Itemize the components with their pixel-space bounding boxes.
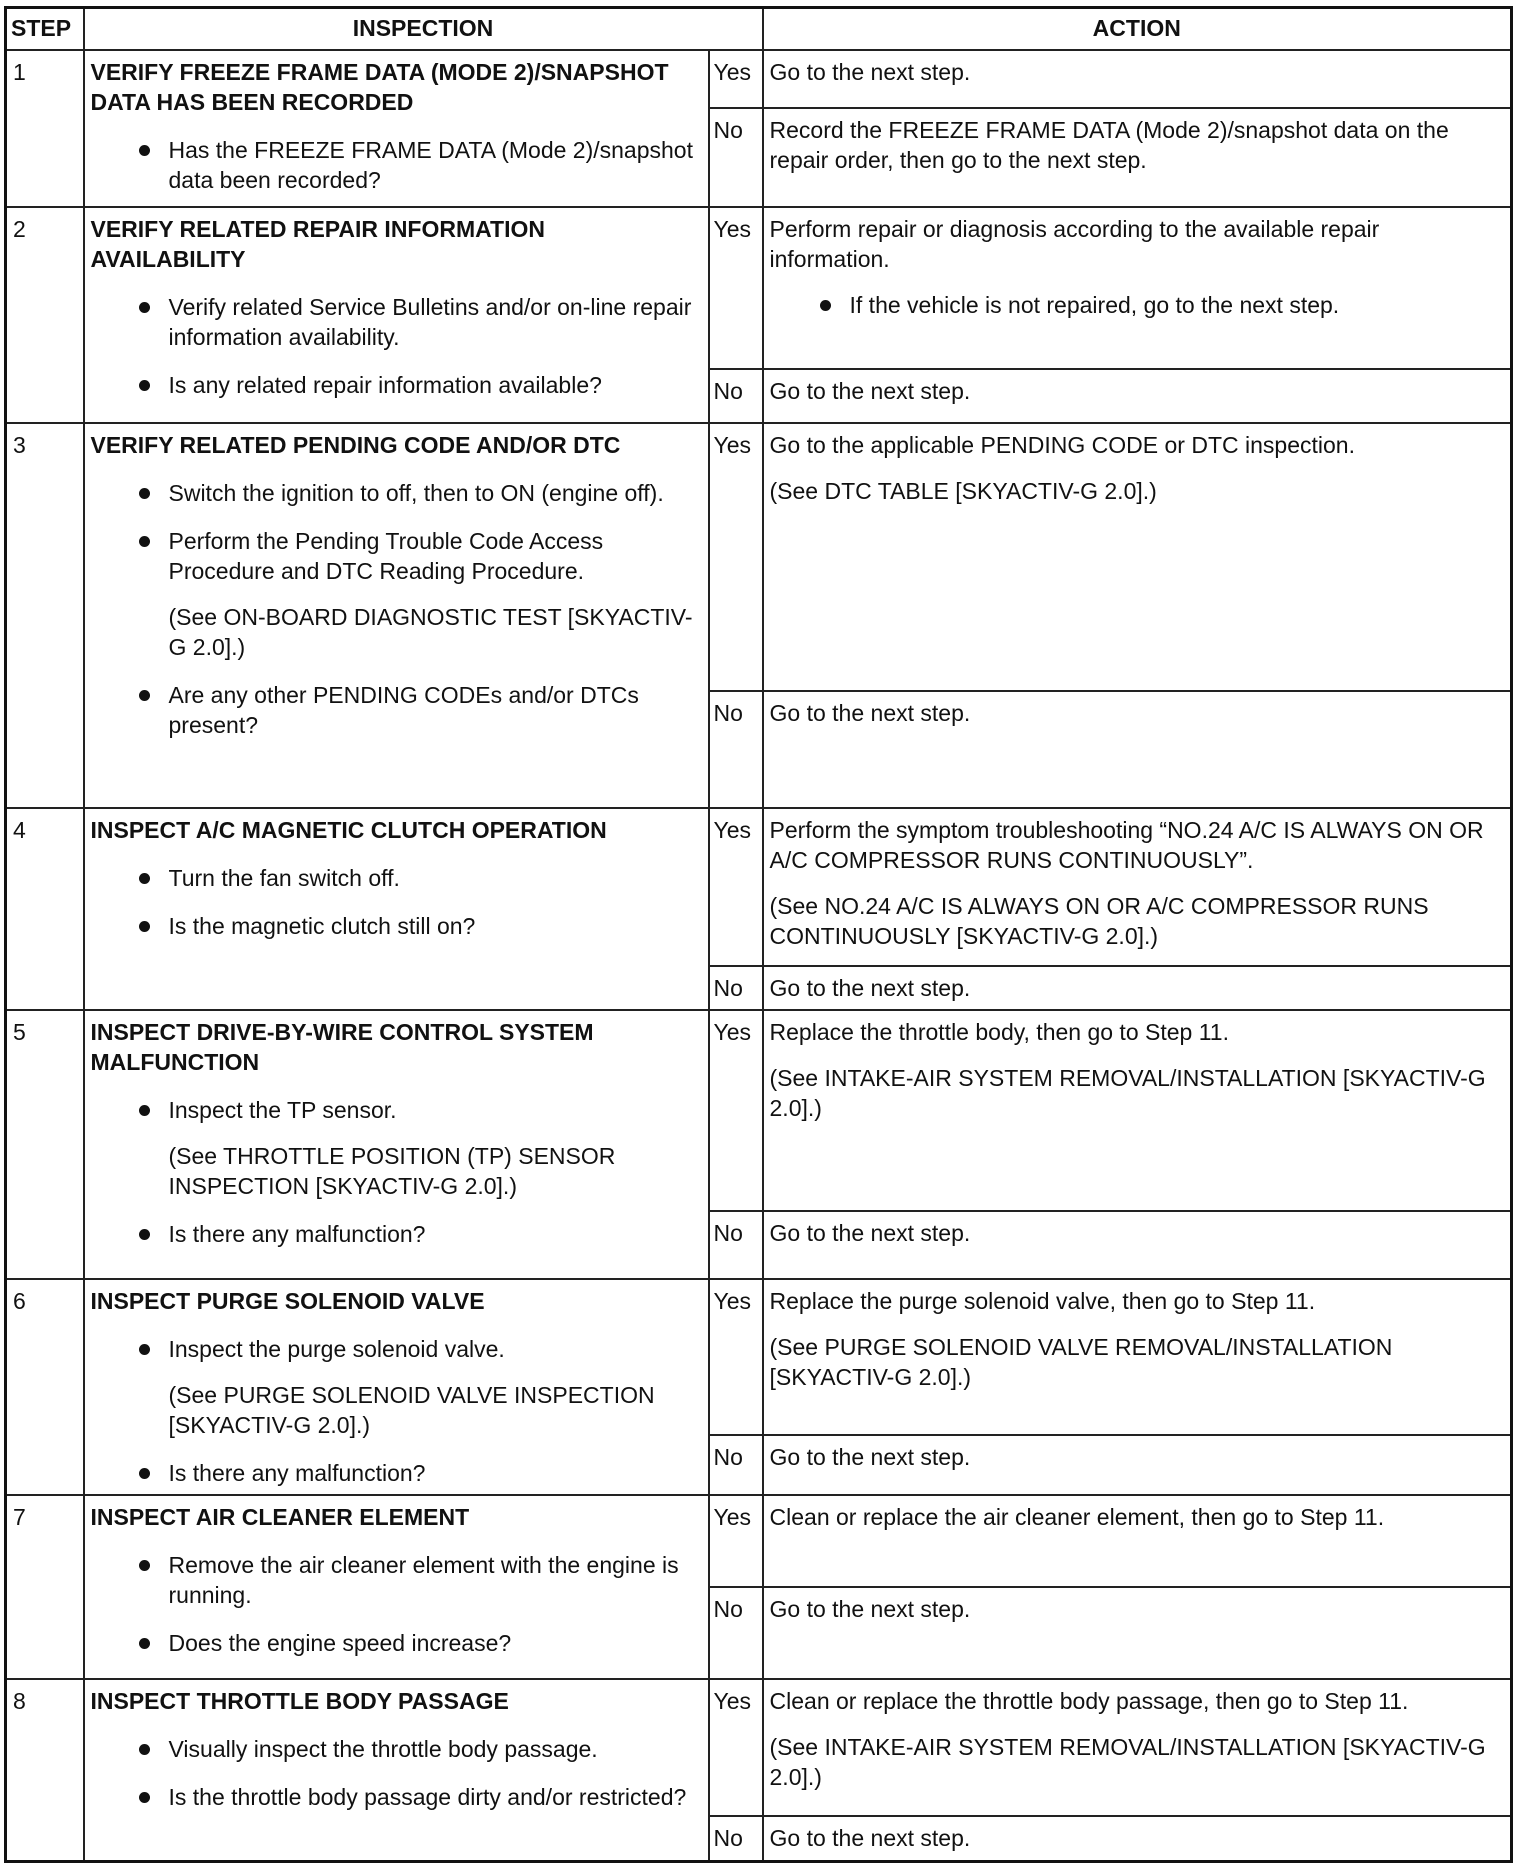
inspection-title: INSPECT PURGE SOLENOID VALVE bbox=[90, 1288, 485, 1314]
yes-action bbox=[763, 423, 1512, 691]
no-action bbox=[763, 966, 1512, 1010]
inspection-bullet bbox=[169, 370, 702, 400]
step-number: 6 bbox=[6, 1279, 84, 1495]
yes-label: Yes bbox=[709, 423, 763, 691]
no-action bbox=[763, 108, 1512, 207]
inspection-bullet bbox=[169, 292, 702, 352]
inspection-title: VERIFY RELATED PENDING CODE AND/OR DTC bbox=[90, 432, 621, 458]
inspection-bullets bbox=[91, 1095, 702, 1249]
no-action bbox=[763, 1587, 1512, 1679]
action-bullet: If the vehicle is not repaired, go to the next step. bbox=[850, 290, 1505, 320]
inspection-bullet-text: Is the throttle body passage dirty and/or restricted? bbox=[168, 1784, 687, 1810]
step-number: 4 bbox=[6, 808, 84, 1010]
inspection-bullet-text: Inspect the TP sensor. bbox=[168, 1097, 397, 1123]
inspection-bullet bbox=[169, 478, 702, 508]
step-number: 5 bbox=[6, 1010, 84, 1279]
yes-label: Yes bbox=[709, 207, 763, 369]
inspection-bullet bbox=[169, 911, 702, 941]
yes-label: Yes bbox=[709, 1010, 763, 1211]
inspection-bullet bbox=[169, 135, 702, 195]
table-body bbox=[6, 50, 1512, 1861]
inspection-bullets bbox=[91, 135, 702, 195]
inspection-bullets bbox=[91, 292, 702, 400]
action-text: Go to the next step. bbox=[769, 1220, 971, 1246]
inspection-bullets bbox=[91, 1334, 702, 1488]
inspection-title: INSPECT THROTTLE BODY PASSAGE bbox=[90, 1688, 509, 1714]
inspection-title: VERIFY FREEZE FRAME DATA (MODE 2)/SNAPSHOT DATA HAS BEEN RECORDED bbox=[90, 59, 669, 115]
inspection-reference: (See ON-BOARD DIAGNOSTIC TEST [SKYACTIV-G 2.0].) bbox=[168, 604, 693, 660]
no-label: No bbox=[709, 108, 763, 207]
no-label: No bbox=[709, 1435, 763, 1495]
diagnostic-table bbox=[4, 6, 1513, 1863]
inspection-bullet bbox=[169, 863, 702, 893]
inspection-bullet bbox=[169, 1458, 702, 1488]
inspection-cell bbox=[84, 1010, 709, 1279]
inspection-bullet-text: Remove the air cleaner element with the engine is running. bbox=[168, 1552, 679, 1608]
yes-action bbox=[763, 808, 1512, 966]
step-row bbox=[6, 1495, 1512, 1587]
inspection-bullet-text: Are any other PENDING CODEs and/or DTCs present? bbox=[168, 682, 639, 738]
action-text: Go to the next step. bbox=[769, 700, 971, 726]
no-action bbox=[763, 369, 1512, 423]
yes-action bbox=[763, 1495, 1512, 1587]
inspection-bullet bbox=[169, 1628, 702, 1658]
step-row bbox=[6, 423, 1512, 691]
no-action bbox=[763, 1816, 1512, 1861]
action-text: Replace the throttle body, then go to Step 11. bbox=[769, 1019, 1229, 1045]
step-number: 2 bbox=[6, 207, 84, 423]
inspection-reference: (See PURGE SOLENOID VALVE INSPECTION [SKYACTIV-G 2.0].) bbox=[168, 1382, 655, 1438]
inspection-bullets bbox=[91, 863, 702, 941]
action-bullets bbox=[770, 290, 1505, 320]
diagnostic-procedure-sheet bbox=[4, 6, 1510, 1863]
inspection-bullets bbox=[91, 1550, 702, 1658]
inspection-bullet-text: Switch the ignition to off, then to ON (engine off). bbox=[168, 480, 664, 506]
inspection-bullet-text: Perform the Pending Trouble Code Access Procedure and DTC Reading Procedure. bbox=[168, 528, 604, 584]
inspection-bullet bbox=[169, 1734, 702, 1764]
yes-action bbox=[763, 50, 1512, 108]
action-text: (See INTAKE-AIR SYSTEM REMOVAL/INSTALLATION [SKYACTIV-G 2.0].) bbox=[769, 1734, 1486, 1790]
action-text: Perform the symptom troubleshooting “NO.24 A/C IS ALWAYS ON OR A/C COMPRESSOR RUNS CONTINUOUSLY”. bbox=[769, 817, 1484, 873]
no-label: No bbox=[709, 1587, 763, 1679]
inspection-cell bbox=[84, 1279, 709, 1495]
inspection-bullet-text: Is there any malfunction? bbox=[168, 1460, 426, 1486]
step-row bbox=[6, 207, 1512, 369]
action-text: Clean or replace the air cleaner element, then go to Step 11. bbox=[769, 1504, 1385, 1530]
inspection-bullet-text: Is any related repair information available? bbox=[168, 372, 602, 398]
yes-action bbox=[763, 1679, 1512, 1816]
no-label: No bbox=[709, 691, 763, 808]
action-text: Go to the next step. bbox=[769, 1596, 971, 1622]
inspection-bullet-text: Inspect the purge solenoid valve. bbox=[168, 1336, 505, 1362]
no-label: No bbox=[709, 369, 763, 423]
inspection-bullet bbox=[169, 1095, 702, 1201]
inspection-column-header: INSPECTION bbox=[84, 8, 763, 51]
no-label: No bbox=[709, 1816, 763, 1861]
step-number: 7 bbox=[6, 1495, 84, 1679]
inspection-bullet bbox=[169, 1334, 702, 1440]
inspection-title: INSPECT AIR CLEANER ELEMENT bbox=[90, 1504, 470, 1530]
inspection-bullet bbox=[169, 1219, 702, 1249]
inspection-bullet-text: Verify related Service Bulletins and/or on-line repair information availability. bbox=[168, 294, 692, 350]
no-label: No bbox=[709, 1211, 763, 1279]
action-text: Go to the applicable PENDING CODE or DTC inspection. bbox=[769, 432, 1355, 458]
inspection-cell bbox=[84, 1679, 709, 1861]
action-text: Go to the next step. bbox=[769, 1825, 971, 1851]
inspection-bullets bbox=[91, 478, 702, 740]
inspection-title: INSPECT A/C MAGNETIC CLUTCH OPERATION bbox=[90, 817, 607, 843]
no-action bbox=[763, 1435, 1512, 1495]
step-row bbox=[6, 1010, 1512, 1211]
action-text: Perform repair or diagnosis according to the available repair information. bbox=[769, 216, 1380, 272]
step-row bbox=[6, 1279, 1512, 1435]
yes-label: Yes bbox=[709, 1679, 763, 1816]
action-text: Go to the next step. bbox=[769, 378, 971, 404]
inspection-cell bbox=[84, 207, 709, 423]
step-number: 3 bbox=[6, 423, 84, 808]
step-number: 1 bbox=[6, 50, 84, 207]
inspection-bullet-text: Turn the fan switch off. bbox=[168, 865, 400, 891]
no-action bbox=[763, 691, 1512, 808]
no-label: No bbox=[709, 966, 763, 1010]
inspection-bullet bbox=[169, 1550, 702, 1610]
action-text: (See PURGE SOLENOID VALVE REMOVAL/INSTALLATION [SKYACTIV-G 2.0].) bbox=[769, 1334, 1393, 1390]
step-row bbox=[6, 1679, 1512, 1816]
inspection-bullet-text: Has the FREEZE FRAME DATA (Mode 2)/snapshot data been recorded? bbox=[168, 137, 693, 193]
step-row bbox=[6, 50, 1512, 108]
inspection-bullet-text: Is the magnetic clutch still on? bbox=[168, 913, 476, 939]
inspection-bullet-text: Does the engine speed increase? bbox=[168, 1630, 512, 1656]
inspection-bullet bbox=[169, 680, 702, 740]
action-text: (See INTAKE-AIR SYSTEM REMOVAL/INSTALLATION [SKYACTIV-G 2.0].) bbox=[769, 1065, 1486, 1121]
inspection-cell bbox=[84, 50, 709, 207]
action-text: Go to the next step. bbox=[769, 59, 971, 85]
table-header-row bbox=[6, 8, 1512, 51]
inspection-cell bbox=[84, 423, 709, 808]
inspection-bullet bbox=[169, 526, 702, 662]
inspection-reference: (See THROTTLE POSITION (TP) SENSOR INSPECTION [SKYACTIV-G 2.0].) bbox=[168, 1143, 616, 1199]
yes-action bbox=[763, 1010, 1512, 1211]
action-text: Go to the next step. bbox=[769, 1444, 971, 1470]
inspection-bullet-text: Visually inspect the throttle body passage. bbox=[168, 1736, 598, 1762]
action-text: (See NO.24 A/C IS ALWAYS ON OR A/C COMPRESSOR RUNS CONTINUOUSLY [SKYACTIV-G 2.0].) bbox=[769, 893, 1429, 949]
yes-label: Yes bbox=[709, 1495, 763, 1587]
yes-label: Yes bbox=[709, 808, 763, 966]
step-number: 8 bbox=[6, 1679, 84, 1861]
action-text: Clean or replace the throttle body passage, then go to Step 11. bbox=[769, 1688, 1409, 1714]
inspection-cell bbox=[84, 808, 709, 1010]
action-text: Go to the next step. bbox=[769, 975, 971, 1001]
yes-action bbox=[763, 1279, 1512, 1435]
action-text: Replace the purge solenoid valve, then go to Step 11. bbox=[769, 1288, 1316, 1314]
action-column-header: ACTION bbox=[763, 8, 1512, 51]
yes-action bbox=[763, 207, 1512, 369]
step-column-header: STEP bbox=[6, 8, 84, 51]
inspection-bullet-text: Is there any malfunction? bbox=[168, 1221, 426, 1247]
inspection-title: INSPECT DRIVE-BY-WIRE CONTROL SYSTEM MALFUNCTION bbox=[90, 1019, 594, 1075]
no-action bbox=[763, 1211, 1512, 1279]
inspection-bullets bbox=[91, 1734, 702, 1812]
yes-label: Yes bbox=[709, 1279, 763, 1435]
inspection-bullet bbox=[169, 1782, 702, 1812]
action-text: Record the FREEZE FRAME DATA (Mode 2)/snapshot data on the repair order, then go to the next step. bbox=[769, 117, 1449, 173]
step-row bbox=[6, 808, 1512, 966]
inspection-title: VERIFY RELATED REPAIR INFORMATION AVAILABILITY bbox=[90, 216, 545, 272]
action-text: (See DTC TABLE [SKYACTIV-G 2.0].) bbox=[769, 478, 1157, 504]
inspection-cell bbox=[84, 1495, 709, 1679]
yes-label: Yes bbox=[709, 50, 763, 108]
